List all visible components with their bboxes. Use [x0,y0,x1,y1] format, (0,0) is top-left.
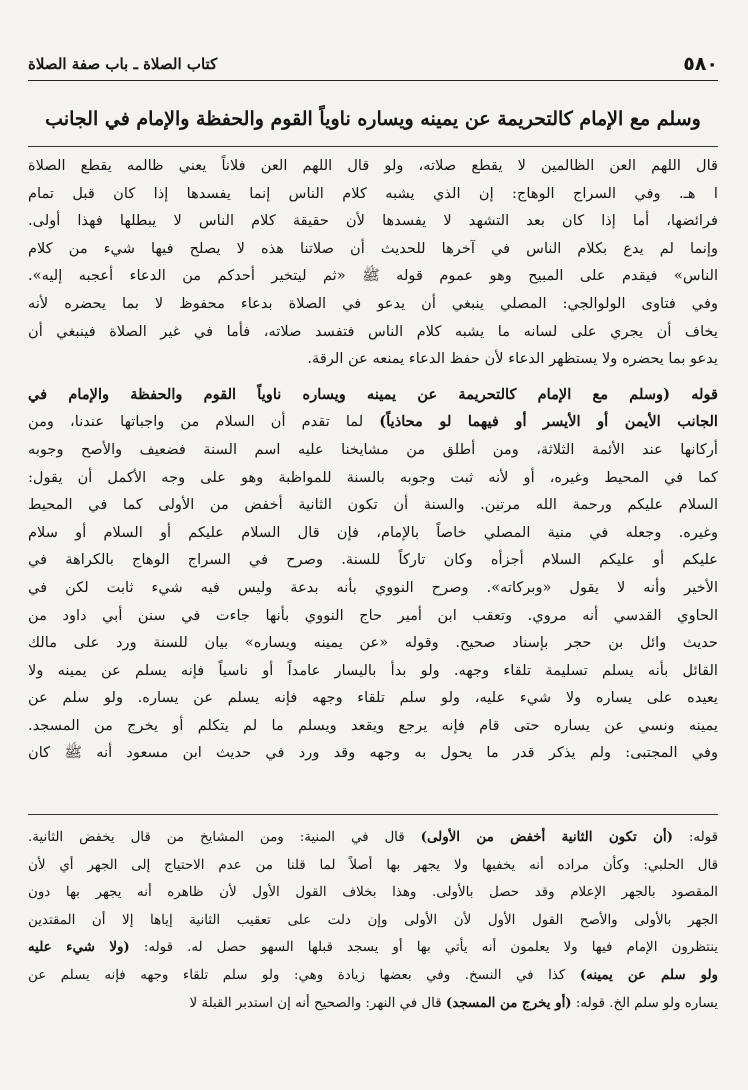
footnote-quote: (أو يخرج من المسجد) [445,994,572,1011]
text-line: يمينه ونسي عن يساره حتى قام فإنه يرجع ويقعد ويسلم ما لم يتكلم أو يخرج من المسجد. [28,716,718,734]
page-header [28,52,718,78]
commentary-text: لما تقدم أن السلام من واجباتها عندنا، ومن [28,413,380,431]
text-line: وإنما لم يدع بكلام الناس في آخرها للحديث أن صلاتنا هذه لا يصلح فيها شيء من كلام [28,239,718,257]
footnote-line [28,934,718,962]
text-line: يعيده على يساره ولا شيء عليه، ولو سلم تلقاء وجهه فإنه يسلم عن يساره. ولو سلم عن [28,689,718,707]
text-line: حديث وائل بن حجر بإسناد صحيح. وقوله «عن يمينه ويساره» بيان للسنة ورد على مالك [28,634,718,652]
footnote-quote: (أن تكون الثانية أخفض من الأولى) [420,829,673,845]
footnote-text: كذا في النسخ. وفي بعضها زيادة وهي: ولو سلم تلقاء وجهه فإنه يسلم عن [28,967,580,983]
footnote-line: الجهر بالأولى والأصح القول الأول لأن الأولى وإن دلت على تعقيب الثانية إياها إلا أن المقتدين [28,912,718,928]
footnote-quote: ولو سلم عن يمينه) [579,966,718,983]
text-line: الأخير وأنه لا يقول «وبركاته». وصرح النووي بأنه بدعة وليس فيه شيء ثابت لكن في [28,578,718,596]
text-line: القائل بأنه يسلم تسليمة تلقاء وجهه. ولو بدأ باليسار عامداً أو ناسياً فإنه يسلم عن يمينه ولا [28,661,718,679]
footnote-line [28,824,718,852]
text-line: وفي المجتبى: ولم يذكر قدر ما يحول به وجهه وقد ورد في حديث ابن مسعود أنه ﷺ كان [28,744,718,762]
footnote-line: قال الحلبي: وكأن مراده أنه يخفيها ولا يجهر بها أصلاً لما قلنا من عدم الاحتياج إلى الجهر أي لأن [28,857,718,873]
text-line: كما في المحيط وغيره، أو لأنه ثبت وجوبه بالسنة للمواظبة وهو على وجه الأكمل أن يقول: [28,468,718,486]
quoted-matn: الجانب الأيمن أو الأيسر أو فيهما لو محاذياً) [379,413,718,431]
page-number: ٥٨٠ [683,53,718,75]
text-line [28,408,718,436]
running-title: كتاب الصلاة ـ باب صفة الصلاة [28,55,218,73]
text-line: يدعو بما يحضره ولا يستظهر الدعاء لأن حفظ الدعاء يمنعه عن الرقة. [307,350,718,368]
text-line: قال اللهم العن الظالمين لا يقطع صلاته، ولو قال اللهم العن فلاناً يعني ظالمه يقطع الصلاة [28,157,718,174]
text-line: وفي فتاوى الولوالجي: المصلي ينبغي أن يدعو في الصلاة بدعاء محفوظ لا بما يحضره لأنه [28,294,718,312]
header-rule [28,80,718,81]
footnote-line: المقصود بالجهر الإعلام وقد حصل بالأولى. وهذا بخلاف القول الأول لأن ظاهره أنه يجهر بها دون [28,885,718,901]
footnote-text: يساره ولو سلم الخ. قوله: [571,995,718,1011]
footnote-text: ينتظرون الإمام فيها ولا يعلمون أنه يأتي بها أو يسجد قبلها السهو حصل له. قوله: [129,940,718,956]
text-line: أركانها عند الأئمة الثلاثة، ومن أطلق من مشايخنا عليه اسم السنة فضعيف والأصح وجوبه [28,440,718,458]
footnote-line [28,990,718,1018]
topic-text: وسلم مع الإمام كالتحريمة عن يمينه ويساره ناوياً القوم والحفظة والإمام في الجانب [45,108,701,130]
text-line: الحاوي القدسي أنه مروي. وتعقب ابن أمير حاج النووي بأنها جاءت في سنن أبي داود من [28,606,718,624]
footnote-text: قال في المنية: ومن المشايخ من قال يخفض الثانية. [28,830,421,845]
text-line: يخاف أن يجري على لسانه ما يشبه كلام الناس فتفسد صلاته، فأما في غير الصلاة فينبغي أن [28,322,718,340]
text-line: الناس» فيقدم على المبيح وهو عموم قوله ﷺ «ثم ليتخير أحدكم من الدعاء أعجبه إليه». [28,267,718,285]
footnote-text: قوله: [672,830,718,845]
quoted-matn-line: قوله (وسلم مع الإمام كالتحريمة عن يمينه ويساره ناوياً القوم والحفظة والإمام في [28,385,718,403]
footnote-text: قال في النهر: والصحيح أنه إن استدبر القبلة لا [189,995,446,1011]
text-line: وغيره. وجعله في منية المصلي خاصاً بالإمام، فإن قال السلام عليكم أو السلام أو سلام [28,523,718,541]
text-line: فرائضها، أما إذا كان بعد التشهد لا يفسدها لأن حقيقة كلام الناس لا يبطلها فهذا أولى. [28,212,718,230]
footnote-quote: (ولا شيء عليه [28,939,130,956]
footnote-line [28,962,718,990]
text-line: عليكم أو عليكم السلام أجزأه وكان تاركاً للسنة. وصرح في السراج الوهاج بالكراهة في [28,551,718,569]
topic-rule [28,146,718,147]
footnotes [28,824,718,1017]
text-line: السلام عليكم ورحمة الله مرتين. والسنة أن تكون الثانية أخفض من الأولى كما في المحيط [28,496,718,514]
text-line: ا هـ. وفي السراج الوهاج: إن الذي يشبه كلام الناس إنما يفسدها إذا كان قبل تمام [28,184,718,202]
commentary-body [28,152,718,767]
footnote-rule [28,814,718,815]
